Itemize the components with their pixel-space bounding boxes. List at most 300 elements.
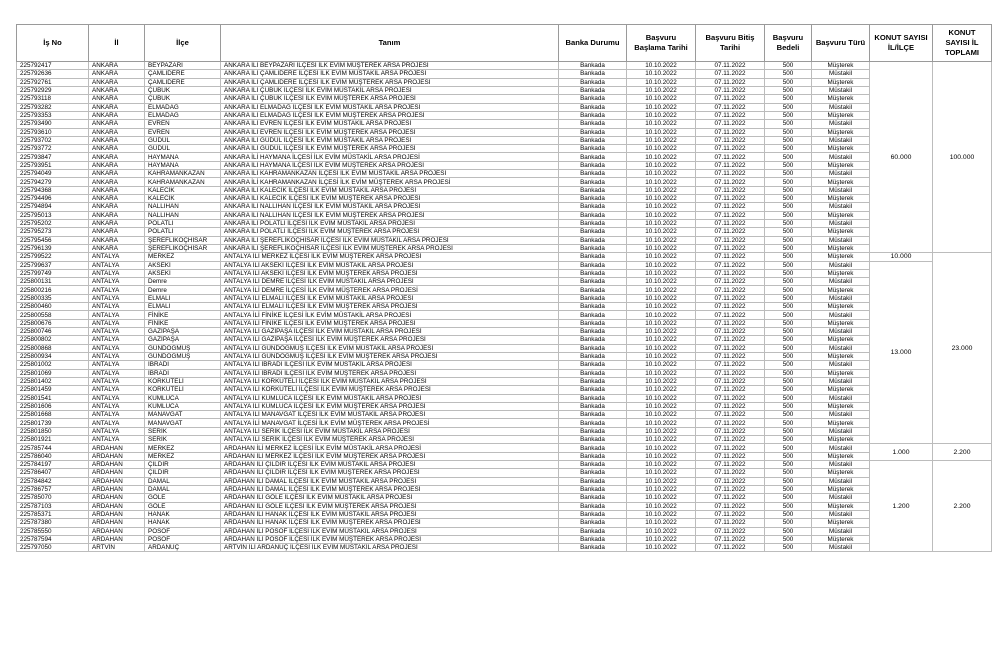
cell-tanim: ANKARA İLİ GÜDÜL İLÇESİ İLK EVİM MÜŞTEREK ARSA PROJESİ — [221, 145, 559, 153]
table-row — [17, 344, 992, 352]
cell-banka-durumu: Bankada — [559, 452, 627, 460]
cell-bitis-tarihi: 07.11.2022 — [696, 419, 765, 427]
cell-is-no: 225784842 — [17, 477, 89, 485]
cell-il: ANKARA — [89, 219, 145, 227]
cell-il: ANTALYA — [89, 311, 145, 319]
cell-il: ANTALYA — [89, 336, 145, 344]
cell-konut-toplam: 2.200 — [933, 461, 992, 552]
cell-is-no: 225800131 — [17, 278, 89, 286]
cell-il: ANKARA — [89, 128, 145, 136]
header-il: İl — [89, 25, 145, 62]
cell-basvuru-bedeli: 500 — [765, 377, 812, 385]
cell-ilce: ARDANUÇ — [145, 544, 221, 552]
cell-basvuru-bedeli: 500 — [765, 344, 812, 352]
cell-baslama-tarihi: 10.10.2022 — [627, 62, 696, 70]
cell-il: ANTALYA — [89, 328, 145, 336]
cell-banka-durumu: Bankada — [559, 469, 627, 477]
cell-baslama-tarihi: 10.10.2022 — [627, 369, 696, 377]
cell-is-no: 225795013 — [17, 211, 89, 219]
cell-bitis-tarihi: 07.11.2022 — [696, 62, 765, 70]
cell-banka-durumu: Bankada — [559, 377, 627, 385]
cell-basvuru-bedeli: 500 — [765, 494, 812, 502]
cell-bitis-tarihi: 07.11.2022 — [696, 427, 765, 435]
cell-banka-durumu: Bankada — [559, 86, 627, 94]
header-tanim: Tanım — [221, 25, 559, 62]
table-row — [17, 527, 992, 535]
cell-basvuru-bedeli: 500 — [765, 236, 812, 244]
table-row — [17, 369, 992, 377]
table-row — [17, 436, 992, 444]
cell-tanim: ANTALYA İLİ İBRADI İLÇESİ İLK EVİM MÜSTAKİL ARSA PROJESİ — [221, 361, 559, 369]
cell-il: ANTALYA — [89, 269, 145, 277]
cell-tanim: ARDAHAN İLİ DAMAL İLÇESİ İLK EVİM MÜSTAKİL ARSA PROJESİ — [221, 477, 559, 485]
table-row — [17, 411, 992, 419]
cell-is-no: 225792636 — [17, 70, 89, 78]
cell-is-no: 225801606 — [17, 402, 89, 410]
cell-bitis-tarihi: 07.11.2022 — [696, 502, 765, 510]
cell-il: ANTALYA — [89, 361, 145, 369]
cell-il: ANKARA — [89, 145, 145, 153]
cell-is-no: 225794279 — [17, 178, 89, 186]
cell-ilce: ELMADAĞ — [145, 111, 221, 119]
cell-ilce: ELMALI — [145, 294, 221, 302]
cell-ilce: ELMALI — [145, 303, 221, 311]
cell-banka-durumu: Bankada — [559, 261, 627, 269]
table-row — [17, 336, 992, 344]
cell-tanim: ARDAHAN İLİ MERKEZ İLÇESİ İLK EVİM MÜSTAKİL ARSA PROJESİ — [221, 444, 559, 452]
table-row — [17, 95, 992, 103]
cell-tanim: ANTALYA İLİ SERİK İLÇESİ İLK EVİM MÜŞTEREK ARSA PROJESİ — [221, 436, 559, 444]
cell-il: ANKARA — [89, 95, 145, 103]
cell-baslama-tarihi: 10.10.2022 — [627, 527, 696, 535]
table-row — [17, 103, 992, 111]
cell-banka-durumu: Bankada — [559, 145, 627, 153]
cell-basvuru-bedeli: 500 — [765, 228, 812, 236]
cell-ilce: HANAK — [145, 519, 221, 527]
cell-banka-durumu: Bankada — [559, 344, 627, 352]
cell-banka-durumu: Bankada — [559, 328, 627, 336]
cell-basvuru-bedeli: 500 — [765, 319, 812, 327]
cell-baslama-tarihi: 10.10.2022 — [627, 311, 696, 319]
cell-il: ANTALYA — [89, 386, 145, 394]
table-row — [17, 278, 992, 286]
cell-basvuru-bedeli: 500 — [765, 461, 812, 469]
cell-bitis-tarihi: 07.11.2022 — [696, 527, 765, 535]
cell-ilce: ÇILDIR — [145, 469, 221, 477]
listing-document — [16, 24, 991, 552]
cell-tanim: ANTALYA İLİ DEMRE İLÇESİ İLK EVİM MÜSTAKİL ARSA PROJESİ — [221, 278, 559, 286]
cell-baslama-tarihi: 10.10.2022 — [627, 328, 696, 336]
cell-banka-durumu: Bankada — [559, 286, 627, 294]
cell-tanim: ANTALYA İLİ FİNİKE İLÇESİ İLK EVİM MÜŞTEREK ARSA PROJESİ — [221, 319, 559, 327]
cell-ilce: GAZİPAŞA — [145, 336, 221, 344]
cell-tanim: ANTALYA İLİ KORKUTELİ İLÇESİ İLK EVİM MÜŞTEREK ARSA PROJESİ — [221, 386, 559, 394]
cell-il: ANTALYA — [89, 294, 145, 302]
table-row — [17, 427, 992, 435]
table-row — [17, 128, 992, 136]
cell-basvuru-bedeli: 500 — [765, 86, 812, 94]
cell-banka-durumu: Bankada — [559, 361, 627, 369]
table-row — [17, 361, 992, 369]
cell-il: ANTALYA — [89, 253, 145, 261]
cell-il: ANKARA — [89, 170, 145, 178]
table-row — [17, 195, 992, 203]
cell-il: ARDAHAN — [89, 477, 145, 485]
cell-tanim: ANTALYA İLİ DEMRE İLÇESİ İLK EVİM MÜŞTEREK ARSA PROJESİ — [221, 286, 559, 294]
table-row — [17, 519, 992, 527]
cell-basvuru-bedeli: 500 — [765, 436, 812, 444]
cell-il: ARDAHAN — [89, 485, 145, 493]
cell-basvuru-turu: Müstakil — [812, 411, 870, 419]
header-konut-ilce: KONUT SAYISI İL/İLÇE — [870, 25, 933, 62]
cell-bitis-tarihi: 07.11.2022 — [696, 535, 765, 543]
cell-basvuru-turu: Müstakil — [812, 219, 870, 227]
cell-ilce: MERKEZ — [145, 253, 221, 261]
cell-baslama-tarihi: 10.10.2022 — [627, 170, 696, 178]
cell-bitis-tarihi: 07.11.2022 — [696, 95, 765, 103]
cell-basvuru-bedeli: 500 — [765, 186, 812, 194]
cell-bitis-tarihi: 07.11.2022 — [696, 161, 765, 169]
table-row — [17, 145, 992, 153]
cell-basvuru-turu: Müstakil — [812, 136, 870, 144]
cell-basvuru-turu: Müstakil — [812, 153, 870, 161]
cell-basvuru-bedeli: 500 — [765, 120, 812, 128]
cell-tanim: ARDAHAN İLİ POSOF İLÇESİ İLK EVİM MÜŞTEREK ARSA PROJESİ — [221, 535, 559, 543]
cell-ilce: NALLIHAN — [145, 203, 221, 211]
cell-baslama-tarihi: 10.10.2022 — [627, 519, 696, 527]
cell-banka-durumu: Bankada — [559, 319, 627, 327]
cell-basvuru-turu: Müşterek — [812, 402, 870, 410]
cell-basvuru-turu: Müstakil — [812, 477, 870, 485]
cell-bitis-tarihi: 07.11.2022 — [696, 195, 765, 203]
cell-is-no: 225792417 — [17, 62, 89, 70]
table-row — [17, 219, 992, 227]
cell-bitis-tarihi: 07.11.2022 — [696, 269, 765, 277]
cell-banka-durumu: Bankada — [559, 502, 627, 510]
cell-ilce: POSOF — [145, 535, 221, 543]
cell-banka-durumu: Bankada — [559, 336, 627, 344]
cell-is-no: 225797050 — [17, 544, 89, 552]
cell-baslama-tarihi: 10.10.2022 — [627, 136, 696, 144]
cell-basvuru-turu: Müşterek — [812, 145, 870, 153]
cell-basvuru-bedeli: 500 — [765, 402, 812, 410]
cell-baslama-tarihi: 10.10.2022 — [627, 352, 696, 360]
cell-tanim: ANTALYA İLİ İBRADI İLÇESİ İLK EVİM MÜŞTEREK ARSA PROJESİ — [221, 369, 559, 377]
cell-basvuru-turu: Müstakil — [812, 261, 870, 269]
table-row — [17, 311, 992, 319]
project-table — [16, 24, 992, 552]
cell-basvuru-turu: Müşterek — [812, 161, 870, 169]
cell-banka-durumu: Bankada — [559, 352, 627, 360]
cell-banka-durumu: Bankada — [559, 369, 627, 377]
cell-basvuru-bedeli: 500 — [765, 145, 812, 153]
cell-banka-durumu: Bankada — [559, 269, 627, 277]
cell-is-no: 225786757 — [17, 485, 89, 493]
cell-tanim: ARDAHAN İLİ ÇILDIR İLÇESİ İLK EVİM MÜŞTEREK ARSA PROJESİ — [221, 469, 559, 477]
cell-baslama-tarihi: 10.10.2022 — [627, 70, 696, 78]
cell-baslama-tarihi: 10.10.2022 — [627, 510, 696, 518]
cell-baslama-tarihi: 10.10.2022 — [627, 95, 696, 103]
cell-banka-durumu: Bankada — [559, 203, 627, 211]
cell-ilce: HAYMANA — [145, 161, 221, 169]
cell-baslama-tarihi: 10.10.2022 — [627, 78, 696, 86]
cell-il: ANKARA — [89, 203, 145, 211]
cell-basvuru-turu: Müstakil — [812, 427, 870, 435]
cell-ilce: HANAK — [145, 510, 221, 518]
cell-basvuru-turu: Müşterek — [812, 95, 870, 103]
cell-is-no: 225800746 — [17, 328, 89, 336]
cell-il: ARDAHAN — [89, 510, 145, 518]
cell-basvuru-turu: Müstakil — [812, 294, 870, 302]
cell-baslama-tarihi: 10.10.2022 — [627, 178, 696, 186]
cell-il: ANKARA — [89, 178, 145, 186]
cell-bitis-tarihi: 07.11.2022 — [696, 253, 765, 261]
cell-il: ANTALYA — [89, 261, 145, 269]
cell-konut-ilce: 60.000 — [870, 62, 933, 253]
cell-ilce: ÇILDIR — [145, 461, 221, 469]
cell-basvuru-bedeli: 500 — [765, 269, 812, 277]
cell-banka-durumu: Bankada — [559, 103, 627, 111]
cell-banka-durumu: Bankada — [559, 178, 627, 186]
table-row — [17, 244, 992, 252]
cell-tanim: ANTALYA İLİ KUMLUCA İLÇESİ İLK EVİM MÜSTAKİL ARSA PROJESİ — [221, 394, 559, 402]
cell-bitis-tarihi: 07.11.2022 — [696, 519, 765, 527]
cell-bitis-tarihi: 07.11.2022 — [696, 461, 765, 469]
cell-bitis-tarihi: 07.11.2022 — [696, 469, 765, 477]
cell-bitis-tarihi: 07.11.2022 — [696, 286, 765, 294]
table-row — [17, 469, 992, 477]
table-row — [17, 485, 992, 493]
cell-is-no: 225787380 — [17, 519, 89, 527]
cell-ilce: GÜNDOĞMUŞ — [145, 352, 221, 360]
cell-basvuru-bedeli: 500 — [765, 244, 812, 252]
cell-basvuru-turu: Müşterek — [812, 228, 870, 236]
cell-ilce: GAZİPAŞA — [145, 328, 221, 336]
cell-basvuru-turu: Müstakil — [812, 510, 870, 518]
cell-bitis-tarihi: 07.11.2022 — [696, 303, 765, 311]
cell-ilce: MERKEZ — [145, 444, 221, 452]
cell-baslama-tarihi: 10.10.2022 — [627, 544, 696, 552]
cell-baslama-tarihi: 10.10.2022 — [627, 361, 696, 369]
cell-baslama-tarihi: 10.10.2022 — [627, 244, 696, 252]
cell-tanim: ANTALYA İLİ AKSEKİ İLÇESİ İLK EVİM MÜŞTEREK ARSA PROJESİ — [221, 269, 559, 277]
cell-baslama-tarihi: 10.10.2022 — [627, 452, 696, 460]
cell-il: ANKARA — [89, 120, 145, 128]
cell-baslama-tarihi: 10.10.2022 — [627, 278, 696, 286]
cell-tanim: ANKARA İLİ KAHRAMANKAZAN İLÇESİ İLK EVİM MÜŞTEREK ARSA PROJESİ — [221, 178, 559, 186]
cell-tanim: ANTALYA İLİ ELMALI İLÇESİ İLK EVİM MÜSTAKİL ARSA PROJESİ — [221, 294, 559, 302]
cell-is-no: 225793951 — [17, 161, 89, 169]
cell-basvuru-bedeli: 500 — [765, 95, 812, 103]
cell-basvuru-bedeli: 500 — [765, 62, 812, 70]
cell-baslama-tarihi: 10.10.2022 — [627, 195, 696, 203]
cell-konut-ilce: 1.200 — [870, 461, 933, 552]
cell-basvuru-turu: Müstakil — [812, 186, 870, 194]
cell-bitis-tarihi: 07.11.2022 — [696, 170, 765, 178]
cell-is-no: 225787594 — [17, 535, 89, 543]
cell-bitis-tarihi: 07.11.2022 — [696, 244, 765, 252]
cell-ilce: ŞEREFLİKOÇHİSAR — [145, 244, 221, 252]
cell-tanim: ANKARA İLİ BEYPAZARI İLÇESİ İLK EVİM MÜŞTEREK ARSA PROJESİ — [221, 62, 559, 70]
cell-bitis-tarihi: 07.11.2022 — [696, 278, 765, 286]
cell-baslama-tarihi: 10.10.2022 — [627, 219, 696, 227]
cell-is-no: 225793118 — [17, 95, 89, 103]
cell-basvuru-turu: Müşterek — [812, 111, 870, 119]
cell-bitis-tarihi: 07.11.2022 — [696, 219, 765, 227]
cell-ilce: KALECİK — [145, 195, 221, 203]
cell-basvuru-turu: Müşterek — [812, 436, 870, 444]
cell-basvuru-bedeli: 500 — [765, 70, 812, 78]
table-row — [17, 377, 992, 385]
cell-ilce: AKSEKİ — [145, 269, 221, 277]
cell-banka-durumu: Bankada — [559, 294, 627, 302]
cell-baslama-tarihi: 10.10.2022 — [627, 469, 696, 477]
cell-tanim: ANKARA İLİ ELMADAĞ İLÇESİ İLK EVİM MÜSTAKİL ARSA PROJESİ — [221, 103, 559, 111]
cell-baslama-tarihi: 10.10.2022 — [627, 186, 696, 194]
cell-basvuru-turu: Müstakil — [812, 328, 870, 336]
cell-tanim: ANKARA İLİ KALECİK İLÇESİ İLK EVİM MÜŞTEREK ARSA PROJESİ — [221, 195, 559, 203]
cell-tanim: ANTALYA İLİ AKSEKİ İLÇESİ İLK EVİM MÜSTAKİL ARSA PROJESİ — [221, 261, 559, 269]
cell-il: ANTALYA — [89, 377, 145, 385]
cell-is-no: 225801459 — [17, 386, 89, 394]
cell-tanim: ANKARA İLİ ÇUBUK İLÇESİ İLK EVİM MÜŞTEREK ARSA PROJESİ — [221, 95, 559, 103]
cell-ilce: GÖLE — [145, 502, 221, 510]
cell-basvuru-bedeli: 500 — [765, 419, 812, 427]
cell-banka-durumu: Bankada — [559, 161, 627, 169]
cell-bitis-tarihi: 07.11.2022 — [696, 86, 765, 94]
table-row — [17, 153, 992, 161]
cell-bitis-tarihi: 07.11.2022 — [696, 452, 765, 460]
cell-is-no: 225795202 — [17, 219, 89, 227]
cell-konut-toplam: 23.000 — [933, 253, 992, 444]
cell-is-no: 225793847 — [17, 153, 89, 161]
table-row — [17, 178, 992, 186]
cell-il: ANTALYA — [89, 436, 145, 444]
cell-bitis-tarihi: 07.11.2022 — [696, 411, 765, 419]
cell-basvuru-bedeli: 500 — [765, 153, 812, 161]
cell-il: ANKARA — [89, 153, 145, 161]
cell-banka-durumu: Bankada — [559, 411, 627, 419]
cell-il: ANKARA — [89, 211, 145, 219]
cell-baslama-tarihi: 10.10.2022 — [627, 111, 696, 119]
cell-il: ANTALYA — [89, 352, 145, 360]
table-row — [17, 394, 992, 402]
cell-banka-durumu: Bankada — [559, 78, 627, 86]
cell-basvuru-turu: Müstakil — [812, 170, 870, 178]
cell-ilce: DAMAL — [145, 485, 221, 493]
cell-is-no: 225793490 — [17, 120, 89, 128]
cell-banka-durumu: Bankada — [559, 519, 627, 527]
cell-is-no: 225801402 — [17, 377, 89, 385]
cell-basvuru-turu: Müşterek — [812, 303, 870, 311]
cell-is-no: 225800335 — [17, 294, 89, 302]
cell-banka-durumu: Bankada — [559, 70, 627, 78]
cell-il: ANKARA — [89, 195, 145, 203]
cell-tanim: ANKARA İLİ KAHRAMANKAZAN İLÇESİ İLK EVİM MÜSTAKİL ARSA PROJESİ — [221, 170, 559, 178]
table-row — [17, 452, 992, 460]
cell-is-no: 225801850 — [17, 427, 89, 435]
cell-il: ANKARA — [89, 86, 145, 94]
cell-il: ANTALYA — [89, 286, 145, 294]
cell-il: ANTALYA — [89, 411, 145, 419]
cell-baslama-tarihi: 10.10.2022 — [627, 211, 696, 219]
cell-banka-durumu: Bankada — [559, 394, 627, 402]
cell-banka-durumu: Bankada — [559, 485, 627, 493]
table-row — [17, 328, 992, 336]
cell-basvuru-bedeli: 500 — [765, 386, 812, 394]
cell-basvuru-turu: Müstakil — [812, 394, 870, 402]
cell-is-no: 225787103 — [17, 502, 89, 510]
cell-il: ANTALYA — [89, 419, 145, 427]
cell-basvuru-turu: Müşterek — [812, 352, 870, 360]
table-row — [17, 502, 992, 510]
table-row — [17, 170, 992, 178]
cell-bitis-tarihi: 07.11.2022 — [696, 394, 765, 402]
cell-basvuru-turu: Müşterek — [812, 369, 870, 377]
cell-basvuru-bedeli: 500 — [765, 303, 812, 311]
cell-konut-ilce: 10.000 — [870, 253, 933, 261]
cell-basvuru-turu: Müşterek — [812, 535, 870, 543]
cell-bitis-tarihi: 07.11.2022 — [696, 186, 765, 194]
cell-ilce: KAHRAMANKAZAN — [145, 170, 221, 178]
cell-tanim: ARDAHAN İLİ HANAK İLÇESİ İLK EVİM MÜSTAKİL ARSA PROJESİ — [221, 510, 559, 518]
cell-baslama-tarihi: 10.10.2022 — [627, 253, 696, 261]
cell-baslama-tarihi: 10.10.2022 — [627, 261, 696, 269]
cell-tanim: ANKARA İLİ POLATLI İLÇESİ İLK EVİM MÜSTAKİL ARSA PROJESİ — [221, 219, 559, 227]
cell-banka-durumu: Bankada — [559, 303, 627, 311]
cell-basvuru-bedeli: 500 — [765, 219, 812, 227]
cell-ilce: HAYMANA — [145, 153, 221, 161]
cell-basvuru-turu: Müşterek — [812, 485, 870, 493]
cell-il: ANKARA — [89, 62, 145, 70]
cell-bitis-tarihi: 07.11.2022 — [696, 436, 765, 444]
cell-banka-durumu: Bankada — [559, 170, 627, 178]
cell-tanim: ARDAHAN İLİ MERKEZ İLÇESİ İLK EVİM MÜŞTEREK ARSA PROJESİ — [221, 452, 559, 460]
cell-baslama-tarihi: 10.10.2022 — [627, 535, 696, 543]
table-row — [17, 402, 992, 410]
cell-basvuru-turu: Müşterek — [812, 336, 870, 344]
cell-basvuru-turu: Müşterek — [812, 319, 870, 327]
cell-banka-durumu: Bankada — [559, 120, 627, 128]
cell-il: ARDAHAN — [89, 444, 145, 452]
cell-basvuru-turu: Müstakil — [812, 103, 870, 111]
cell-tanim: ANTALYA İLİ GAZİPAŞA İLÇESİ İLK EVİM MÜSTAKİL ARSA PROJESİ — [221, 328, 559, 336]
cell-is-no: 225786040 — [17, 452, 89, 460]
cell-basvuru-turu: Müşterek — [812, 269, 870, 277]
cell-is-no: 225792761 — [17, 78, 89, 86]
cell-ilce: MERKEZ — [145, 452, 221, 460]
cell-basvuru-bedeli: 500 — [765, 411, 812, 419]
cell-is-no: 225793282 — [17, 103, 89, 111]
cell-tanim: ARDAHAN İLİ GÖLE İLÇESİ İLK EVİM MÜSTAKİL ARSA PROJESİ — [221, 494, 559, 502]
cell-bitis-tarihi: 07.11.2022 — [696, 111, 765, 119]
cell-il: ANTALYA — [89, 402, 145, 410]
cell-tanim: ANKARA İLİ EVREN İLÇESİ İLK EVİM MÜŞTEREK ARSA PROJESİ — [221, 128, 559, 136]
cell-basvuru-bedeli: 500 — [765, 111, 812, 119]
cell-il: ANTALYA — [89, 319, 145, 327]
cell-baslama-tarihi: 10.10.2022 — [627, 419, 696, 427]
table-row — [17, 461, 992, 469]
cell-basvuru-turu: Müşterek — [812, 195, 870, 203]
cell-baslama-tarihi: 10.10.2022 — [627, 477, 696, 485]
cell-bitis-tarihi: 07.11.2022 — [696, 494, 765, 502]
cell-bitis-tarihi: 07.11.2022 — [696, 178, 765, 186]
cell-tanim: ANKARA İLİ KALECİK İLÇESİ İLK EVİM MÜSTAKİL ARSA PROJESİ — [221, 186, 559, 194]
table-body — [17, 62, 992, 552]
cell-baslama-tarihi: 10.10.2022 — [627, 494, 696, 502]
table-row — [17, 352, 992, 360]
cell-ilce: ÇUBUK — [145, 95, 221, 103]
